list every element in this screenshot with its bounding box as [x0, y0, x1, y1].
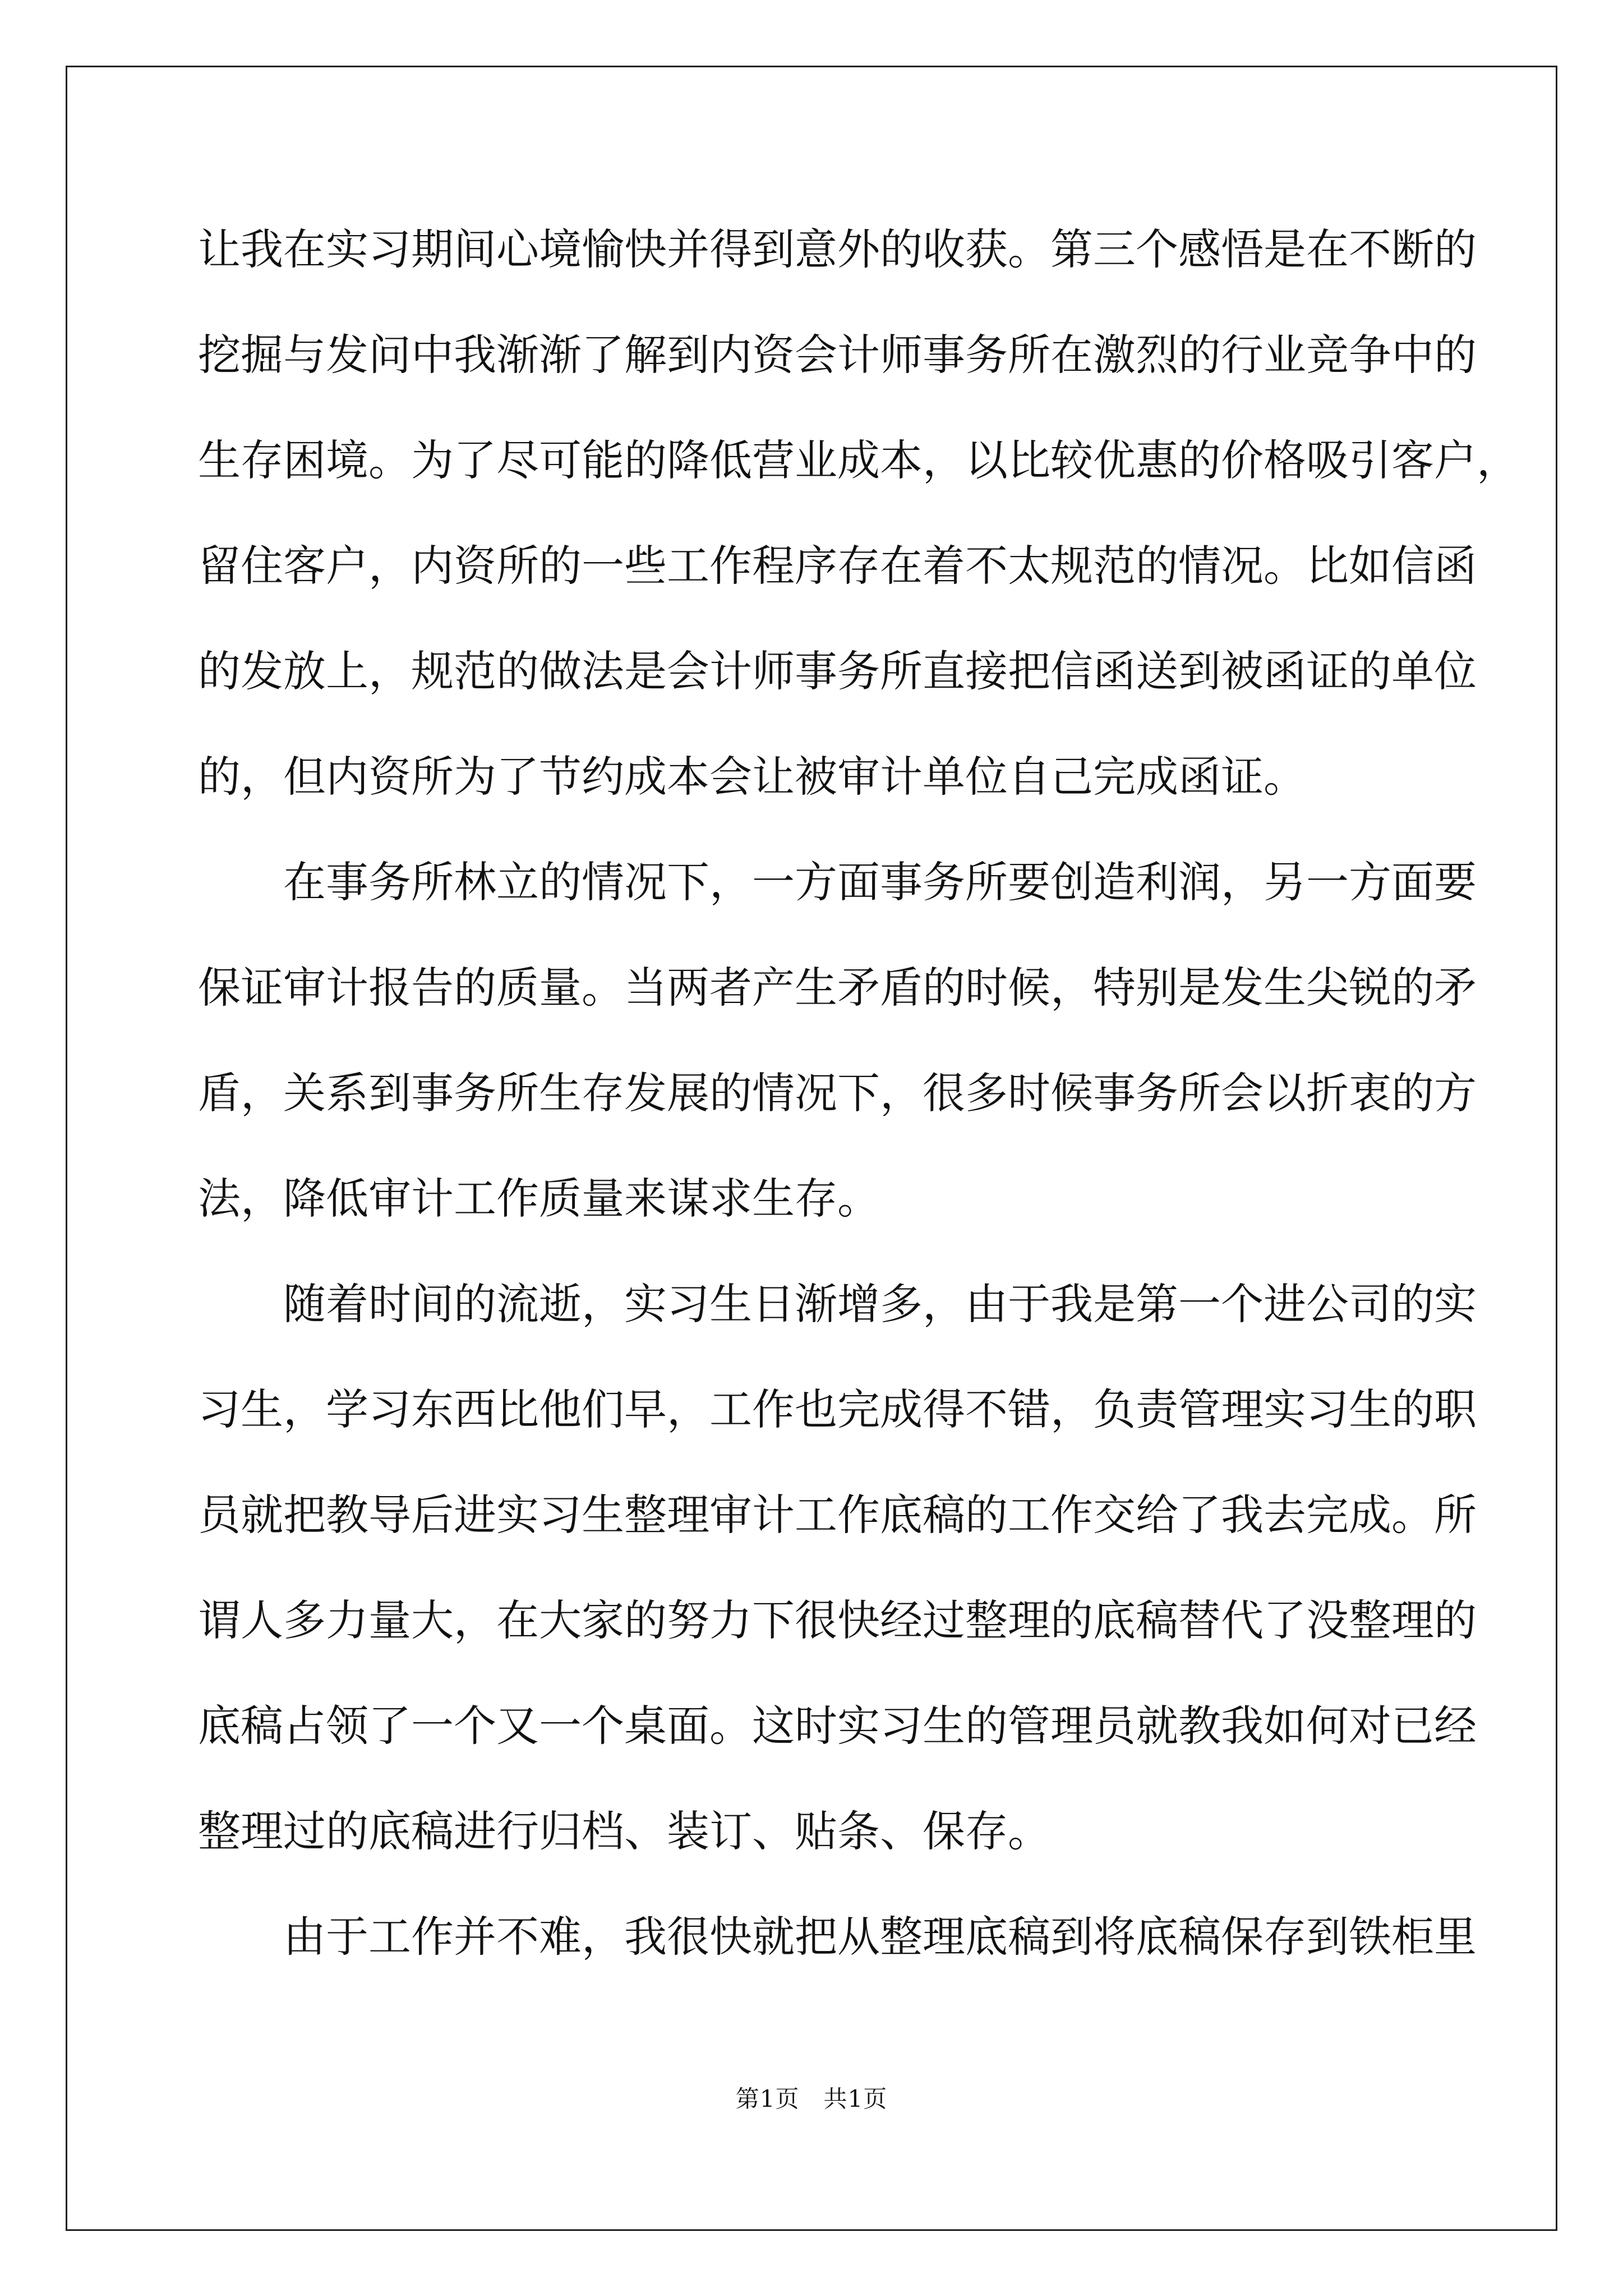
- text-line: 让我在实习期间心境愉快并得到意外的收获。第三个感悟是在不断的: [198, 224, 1477, 274]
- text-line: 盾，关系到事务所生存发展的情况下，很多时候事务所会以折衷的方: [198, 1068, 1477, 1118]
- text-line: 由于工作并不难，我很快就把从整理底稿到将底稿保存到铁柜里: [198, 1912, 1477, 1962]
- text-line: 生存困境。为了尽可能的降低营业成本，以比较优惠的价格吸引客户，: [198, 435, 1519, 485]
- text-line: 在事务所林立的情况下，一方面事务所要创造利润，另一方面要: [198, 857, 1477, 907]
- text-line: 谓人多力量大，在大家的努力下很快经过整理的底稿替代了没整理的: [198, 1595, 1477, 1645]
- text-line: 的，但内资所为了节约成本会让被审计单位自己完成函证。: [198, 752, 1306, 802]
- text-line: 法，降低审计工作质量来谋求生存。: [198, 1174, 880, 1223]
- text-line: 保证审计报告的质量。当两者产生矛盾的时候，特别是发生尖锐的矛: [198, 963, 1477, 1013]
- text-line: 挖掘与发问中我渐渐了解到内资会计师事务所在激烈的行业竞争中的: [198, 330, 1477, 380]
- text-line: 留住客户，内资所的一些工作程序存在着不太规范的情况。比如信函: [198, 541, 1477, 591]
- text-line: 底稿占领了一个又一个桌面。这时实习生的管理员就教我如何对已经: [198, 1701, 1477, 1751]
- page-footer: 第1页 共1页: [735, 2085, 888, 2113]
- text-line: 员就把教导后进实习生整理审计工作底稿的工作交给了我去完成。所: [198, 1490, 1477, 1540]
- text-line: 随着时间的流逝，实习生日渐增多，由于我是第一个进公司的实: [198, 1279, 1477, 1329]
- text-line: 整理过的底稿进行归档、装订、贴条、保存。: [198, 1806, 1050, 1856]
- text-line: 的发放上，规范的做法是会计师事务所直接把信函送到被函证的单位: [198, 646, 1477, 696]
- text-line: 习生，学习东西比他们早，工作也完成得不错，负责管理实习生的职: [198, 1384, 1477, 1434]
